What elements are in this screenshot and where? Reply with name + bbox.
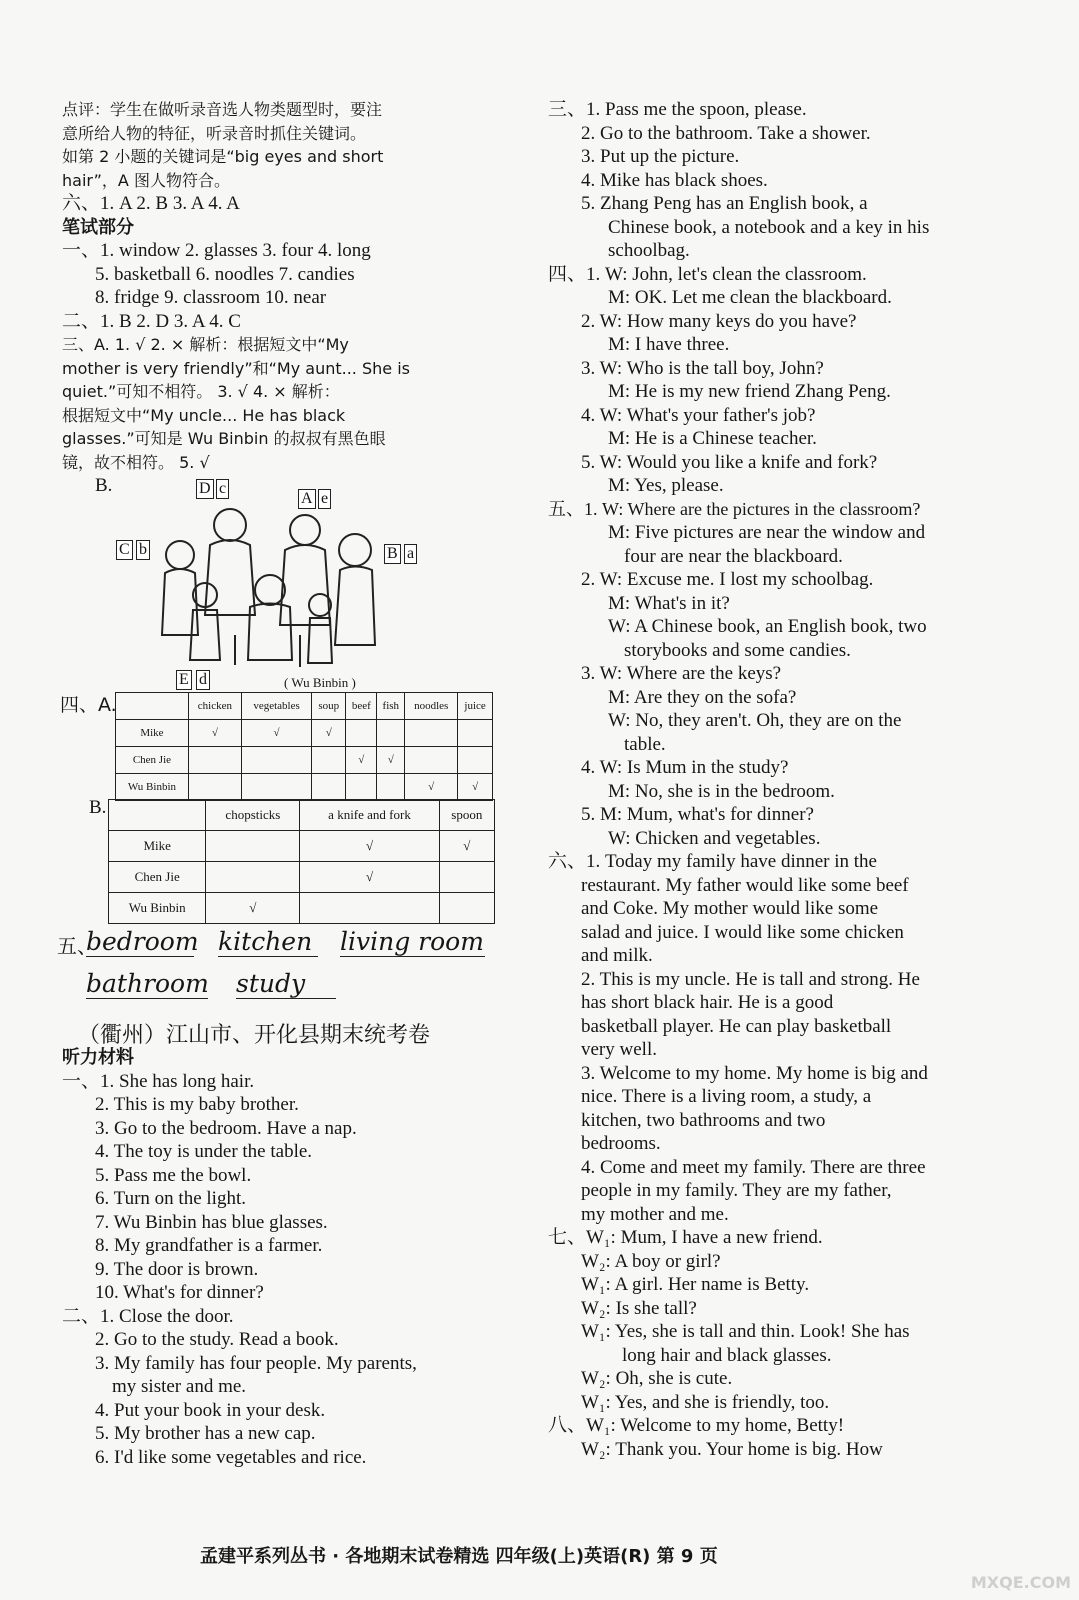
section-heading: 听力材料 — [62, 1047, 134, 1068]
answer-line: 4. W: Is Mum in the study? — [581, 757, 789, 778]
answer-line: M: What's in it? — [608, 592, 730, 614]
answer-line: M: Are they on the sofa? — [608, 686, 797, 708]
comment-line: hair”，A 图人物符合。 — [62, 170, 230, 190]
picture-label: B — [384, 544, 401, 564]
answer-line: 5. Pass me the bowl. — [95, 1164, 252, 1186]
answer-line: long hair and black glasses. — [622, 1344, 832, 1366]
table-cell — [300, 893, 439, 924]
answer-line: storybooks and some candies. — [624, 639, 851, 661]
table-row — [109, 800, 495, 831]
table-cell — [109, 800, 206, 831]
table-cell: a knife and fork — [300, 800, 439, 831]
comment-line: 如第 2 小题的关键词是“big eyes and short — [62, 147, 384, 166]
table-cell: chicken — [188, 693, 241, 720]
table-cell: Wu Binbin — [109, 893, 206, 924]
table-cell — [188, 774, 241, 801]
section-label: 四、A. — [60, 694, 117, 716]
answer-line: 4. Come and meet my family. There are three — [581, 1156, 926, 1178]
answer-line: 2. W: How many keys do you have? — [581, 310, 857, 332]
right-column — [548, 98, 998, 1461]
answer-line: 2. Go to the study. Read a book. — [95, 1329, 339, 1350]
answer-line: 3. Go to the bedroom. Have a nap. — [95, 1117, 357, 1139]
table-cell — [458, 747, 493, 774]
tableware-table — [108, 799, 495, 924]
family-illustration — [150, 495, 390, 670]
answer-line: 二、1. Close the door. — [62, 1305, 234, 1327]
section-label: B. — [89, 797, 107, 818]
answer-line: 3. W: Where are the keys? — [581, 663, 782, 684]
picture-label: c — [216, 479, 229, 499]
table-cell — [312, 774, 346, 801]
answer-line: M: No, she is in the bedroom. — [608, 780, 835, 802]
picture-label: E — [176, 670, 192, 690]
answer-line: nice. There is a living room, a study, a — [581, 1086, 872, 1107]
answer-line: 7. Wu Binbin has blue glasses. — [95, 1211, 328, 1233]
table-cell: √ — [458, 774, 493, 801]
table-cell — [458, 720, 493, 747]
answer-line: 镜，故不相符。 5. √ — [62, 452, 210, 472]
answer-line: 2. Go to the bathroom. Take a shower. — [581, 122, 871, 144]
table-cell — [241, 747, 311, 774]
answer-line: and milk. — [581, 945, 653, 966]
picture-label: D — [196, 479, 214, 499]
table-cell: Mike — [116, 720, 189, 747]
table-cell: Chen Jie — [109, 862, 206, 893]
handwritten-word: living room — [340, 927, 484, 956]
table-row — [116, 720, 493, 747]
answer-line: 3. W: Who is the tall boy, John? — [581, 357, 824, 379]
answer-line: four are near the blackboard. — [624, 545, 843, 567]
answer-line: 2. W: Excuse me. I lost my schoolbag. — [581, 569, 874, 590]
answer-line: W: No, they aren't. Oh, they are on the — [608, 710, 902, 731]
answer-line: 5. My brother has a new cap. — [95, 1423, 316, 1444]
answer-line: bedrooms. — [581, 1133, 661, 1154]
answer-line: 2. This is my uncle. He is tall and strong. He — [581, 968, 920, 990]
answer-line: quiet.”可知不相符。 3. √ 4. × 解析： — [62, 382, 340, 401]
table-cell: √ — [188, 720, 241, 747]
answer-line: 6. I'd like some vegetables and rice. — [95, 1446, 367, 1468]
table-cell — [439, 862, 494, 893]
answer-line: W: A Chinese book, an English book, two — [608, 616, 927, 637]
answer-line: 3. My family has four people. My parents, — [95, 1352, 417, 1374]
picture-label: e — [318, 489, 331, 509]
answer-line: kitchen, two bathrooms and two — [581, 1109, 826, 1131]
handwritten-word: bedroom — [86, 927, 199, 956]
answer-line: 八、W₁: Welcome to my home, Betty! — [548, 1415, 845, 1436]
answer-line: 5. Zhang Peng has an English book, a — [581, 193, 868, 214]
table-row — [116, 747, 493, 774]
answer-line: M: I have three. — [608, 334, 730, 355]
table-cell: √ — [439, 831, 494, 862]
answer-line: has short black hair. He is a good — [581, 992, 834, 1013]
answer-line: 一、1. She has long hair. — [62, 1070, 255, 1092]
answer-line: Chinese book, a notebook and a key in his — [608, 216, 930, 238]
answer-line: M: He is a Chinese teacher. — [608, 428, 817, 449]
section-heading: 笔试部分 — [62, 216, 134, 238]
answer-line: 六、1. A 2. B 3. A 4. A — [62, 193, 240, 214]
answer-line: 9. The door is brown. — [95, 1258, 259, 1280]
handwritten-word: bathroom — [86, 969, 209, 998]
picture-label: C — [116, 540, 133, 560]
picture-caption: ( Wu Binbin ) — [284, 675, 356, 690]
table-cell: soup — [312, 693, 346, 720]
answer-line: 6. Turn on the light. — [95, 1188, 246, 1209]
table-cell: noodles — [405, 693, 458, 720]
food-table — [115, 692, 493, 801]
comment-line: 意所给人物的特征，听录音时抓住关键词。 — [62, 123, 367, 143]
answer-line: 三、1. Pass me the spoon, please. — [548, 99, 807, 120]
answer-line: people in my family. They are my father, — [581, 1180, 892, 1201]
answer-line: 5. basketball 6. noodles 7. candies — [95, 263, 355, 285]
comment-line: 点评：学生在做听录音选人物类题型时，要注 — [62, 100, 383, 119]
table-row — [116, 693, 493, 720]
table-cell — [405, 747, 458, 774]
answer-line: 七、W₁: Mum, I have a new friend. — [548, 1227, 823, 1248]
table-cell — [241, 774, 311, 801]
table-cell: vegetables — [241, 693, 311, 720]
answer-line: 8. fridge 9. classroom 10. near — [95, 287, 327, 308]
table-cell: fish — [377, 693, 405, 720]
table-row — [109, 893, 495, 924]
answer-line: M: Five pictures are near the window and — [608, 522, 926, 543]
table-cell: √ — [312, 720, 346, 747]
table-cell: Wu Binbin — [116, 774, 189, 801]
answer-line: schoolbag. — [608, 240, 690, 261]
answer-line: 8. My grandfather is a farmer. — [95, 1235, 323, 1256]
table-cell: spoon — [439, 800, 494, 831]
table-cell: √ — [206, 893, 300, 924]
answer-line: 根据短文中“My uncle... He has black — [62, 405, 346, 425]
answer-line: W₂: A boy or girl? — [581, 1250, 721, 1272]
table-cell — [439, 893, 494, 924]
answer-line: salad and juice. I would like some chicken — [581, 921, 904, 943]
table-cell: √ — [300, 831, 439, 862]
watermark: MXQE.COM — [970, 1573, 1071, 1592]
table-row — [116, 774, 493, 801]
answer-line: M: He is my new friend Zhang Peng. — [608, 381, 891, 402]
answer-line: 5. M: Mum, what's for dinner? — [581, 804, 814, 825]
answer-line: 4. Put your book in your desk. — [95, 1399, 326, 1421]
answer-line: M: OK. Let me clean the blackboard. — [608, 287, 892, 308]
exam-title: （衢州）江山市、开化县期末统考卷 — [78, 1023, 431, 1048]
answer-line: W₂: Thank you. Your home is big. How — [581, 1438, 883, 1460]
picture-label: a — [404, 544, 417, 564]
answer-line: restaurant. My father would like some beef — [581, 874, 909, 896]
page-footer: 孟建平系列丛书 · 各地期末试卷精选 四年级(上)英语(R) 第 9 页 — [200, 1546, 718, 1567]
answer-line: 一、1. window 2. glasses 3. four 4. long — [62, 240, 371, 261]
picture-label: d — [196, 670, 210, 690]
answer-line: B. — [95, 475, 113, 496]
answer-line: M: Yes, please. — [608, 475, 724, 496]
answer-line: basketball player. He can play basketball — [581, 1015, 892, 1037]
table-cell: √ — [346, 747, 377, 774]
answer-line: glasses.”可知是 Wu Binbin 的叔叔有黑色眼 — [62, 429, 386, 448]
answer-line: 3. Welcome to my home. My home is big and — [581, 1062, 928, 1084]
table-cell — [377, 720, 405, 747]
answer-line: 四、1. W: John, let's clean the classroom. — [548, 263, 867, 285]
answer-line: W₂: Is she tall? — [581, 1297, 697, 1319]
handwritten-word: kitchen — [218, 927, 318, 957]
table-cell: juice — [458, 693, 493, 720]
left-column — [62, 98, 517, 498]
answer-line: my sister and me. — [112, 1376, 247, 1397]
answer-line: W₂: Oh, she is cute. — [581, 1368, 733, 1389]
answer-line: 10. What's for dinner? — [95, 1282, 264, 1303]
answer-line: W₁: A girl. Her name is Betty. — [581, 1274, 810, 1295]
answer-line: W: Chicken and vegetables. — [608, 827, 821, 849]
table-cell: √ — [300, 862, 439, 893]
table-cell: √ — [377, 747, 405, 774]
answer-line: table. — [624, 733, 666, 755]
table-cell: Chen Jie — [116, 747, 189, 774]
handwritten-word: study — [236, 969, 336, 999]
answer-line: mother is very friendly”和“My aunt... She is — [62, 358, 410, 378]
answer-line: 六、1. Today my family have dinner in the — [548, 851, 877, 872]
answer-line: 5. W: Would you like a knife and fork? — [581, 451, 878, 473]
table-cell — [346, 774, 377, 801]
table-cell: Mike — [109, 831, 206, 862]
table-cell — [346, 720, 377, 747]
table-cell — [188, 747, 241, 774]
answer-line: 3. Put up the picture. — [581, 146, 740, 167]
answer-line: my mother and me. — [581, 1203, 729, 1225]
answer-line: 2. This is my baby brother. — [95, 1094, 299, 1115]
table-cell — [312, 747, 346, 774]
table-cell: beef — [346, 693, 377, 720]
table-cell — [405, 720, 458, 747]
table-cell — [377, 774, 405, 801]
answer-line: 二、1. B 2. D 3. A 4. C — [62, 310, 241, 332]
answer-line: W₁: Yes, and she is friendly, too. — [581, 1391, 830, 1413]
table-cell: chopsticks — [206, 800, 300, 831]
answer-line: 4. Mike has black shoes. — [581, 169, 768, 191]
left-listening — [62, 1046, 517, 1469]
table-cell: √ — [241, 720, 311, 747]
picture-label: b — [136, 540, 150, 560]
section-label: 五、 — [57, 934, 97, 958]
picture-label: A — [298, 489, 316, 509]
answer-line: and Coke. My mother would like some — [581, 898, 879, 919]
answer-line: 4. W: What's your father's job? — [581, 404, 816, 426]
table-row — [109, 831, 495, 862]
answer-line: 三、A. 1. √ 2. × 解析：根据短文中“My — [62, 335, 349, 354]
table-cell — [206, 831, 300, 862]
table-cell — [116, 693, 189, 720]
answer-line: 4. The toy is under the table. — [95, 1141, 313, 1162]
table-cell: √ — [405, 774, 458, 801]
answer-line: 五、1. W: Where are the pictures in the classroom? — [548, 498, 921, 519]
answer-line: W₁: Yes, she is tall and thin. Look! She has — [581, 1321, 910, 1342]
answer-line: very well. — [581, 1039, 657, 1060]
table-cell — [206, 862, 300, 893]
table-row — [109, 862, 495, 893]
